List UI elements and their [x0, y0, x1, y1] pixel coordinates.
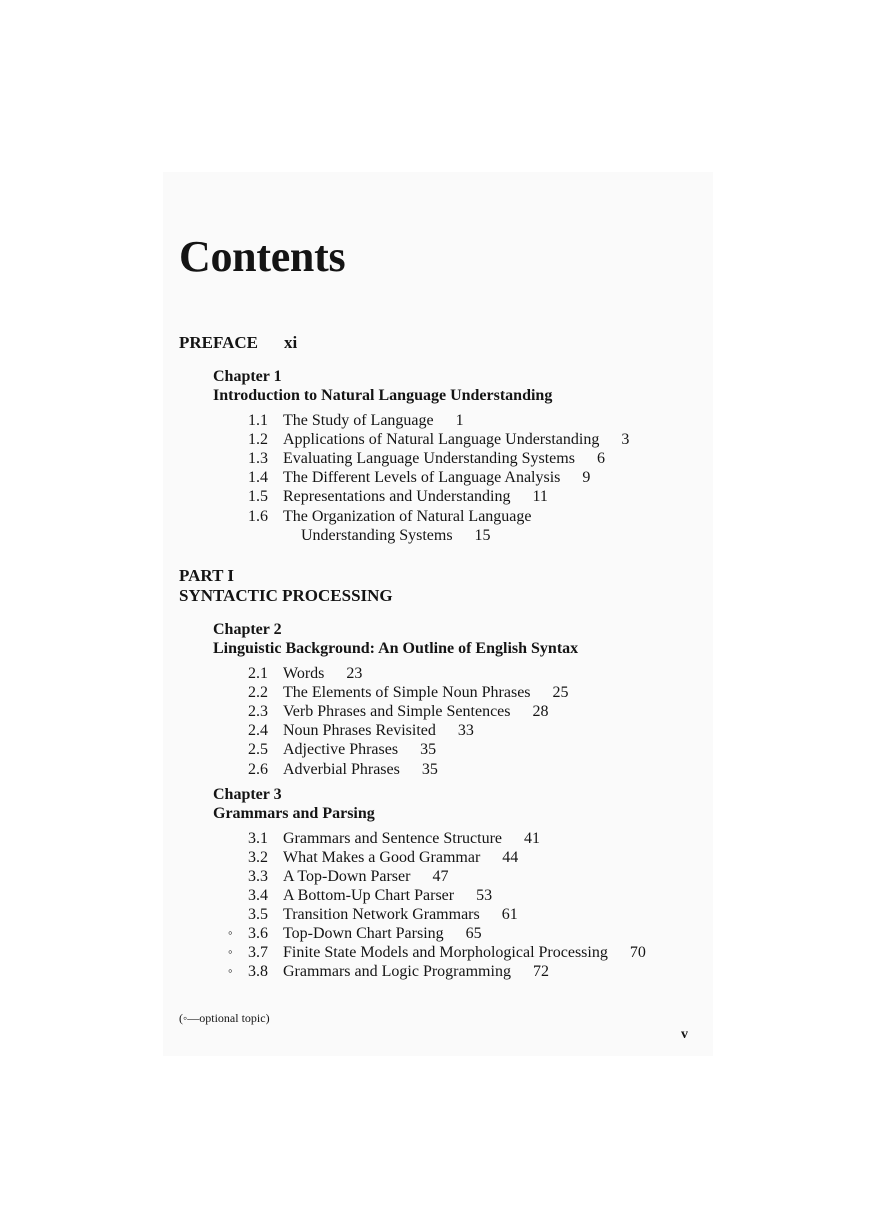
section-title-continued: Understanding Systems	[301, 527, 453, 544]
chapter-3-label: Chapter 3	[213, 786, 282, 803]
optional-topic-icon: ◦	[228, 944, 233, 959]
section-number: 1.6	[248, 508, 268, 525]
toc-entry-1-6-continuation[interactable]	[301, 526, 491, 545]
section-title: Grammars and Sentence Structure	[283, 830, 503, 847]
section-page: 11	[532, 488, 548, 505]
section-title: The Elements of Simple Noun Phrases	[283, 684, 531, 701]
section-page: 47	[432, 868, 449, 885]
section-title: A Bottom-Up Chart Parser	[283, 887, 455, 904]
section-title: Adjective Phrases	[283, 741, 399, 758]
section-title: The Study of Language	[283, 412, 434, 429]
section-page: 35	[421, 761, 438, 778]
section-number: 1.1	[248, 412, 268, 429]
section-number: 2.6	[248, 761, 268, 778]
section-number: 2.1	[248, 665, 268, 682]
section-title: Representations and Understanding	[283, 488, 511, 505]
section-number: 2.5	[248, 741, 268, 758]
section-title: Transition Network Grammars	[283, 906, 480, 923]
optional-topic-footnote: (◦—optional topic)	[179, 1011, 270, 1025]
section-title: The Different Levels of Language Analysis	[283, 469, 561, 486]
section-number: 1.5	[248, 488, 268, 505]
section-title: Grammars and Logic Programming	[283, 963, 511, 980]
section-number: 2.2	[248, 684, 268, 701]
chapter-3-title[interactable]: Grammars and Parsing	[213, 805, 375, 822]
section-number: 3.4	[248, 887, 268, 904]
section-page: 72	[532, 963, 549, 980]
section-page: 3	[621, 431, 630, 448]
section-number: 2.3	[248, 703, 268, 720]
section-page: 1	[455, 412, 464, 429]
section-page: 53	[476, 887, 493, 904]
section-title: A Top-Down Parser	[283, 868, 411, 885]
section-title: Applications of Natural Language Understanding	[283, 431, 600, 448]
chapter-2-title[interactable]: Linguistic Background: An Outline of English Syntax	[213, 640, 579, 657]
preface-page: xi	[284, 333, 298, 352]
section-number: 3.1	[248, 830, 268, 847]
section-title: The Organization of Natural Language	[283, 508, 532, 525]
chapter-2-label: Chapter 2	[213, 621, 282, 638]
optional-topic-icon: ◦	[228, 925, 233, 940]
preface-label: PREFACE	[179, 333, 259, 352]
section-number: 3.5	[248, 906, 268, 923]
section-page: 23	[346, 665, 363, 682]
section-page: 41	[524, 830, 541, 847]
section-number: 3.6	[248, 925, 268, 942]
section-number: 1.3	[248, 450, 268, 467]
section-title: Evaluating Language Understanding Systems	[283, 450, 575, 467]
section-page: 33	[457, 722, 474, 739]
section-title: Noun Phrases Revisited	[283, 722, 436, 739]
section-page: 44	[502, 849, 519, 866]
part-1-label: PART I	[179, 566, 234, 585]
section-page: 35	[420, 741, 437, 758]
section-number: 3.3	[248, 868, 268, 885]
section-title: Top-Down Chart Parsing	[283, 925, 444, 942]
contents-heading: Contents	[179, 232, 346, 281]
section-title: Finite State Models and Morphological Processing	[283, 944, 608, 961]
chapter-1-title[interactable]: Introduction to Natural Language Understanding	[213, 387, 553, 404]
section-number: 3.2	[248, 849, 268, 866]
section-number: 3.8	[248, 963, 268, 980]
page-number: v	[681, 1027, 688, 1042]
section-page: 9	[582, 469, 591, 486]
section-page: 25	[552, 684, 569, 701]
section-page: 70	[629, 944, 646, 961]
optional-topic-icon: ◦	[228, 963, 233, 978]
section-number: 1.4	[248, 469, 268, 486]
section-title: What Makes a Good Grammar	[283, 849, 481, 866]
section-title: Verb Phrases and Simple Sentences	[283, 703, 511, 720]
section-page: 61	[501, 906, 518, 923]
section-page: 15	[474, 527, 491, 544]
section-title: Adverbial Phrases	[283, 761, 400, 778]
section-number: 2.4	[248, 722, 268, 739]
section-page: 28	[532, 703, 549, 720]
section-title: Words	[283, 665, 325, 682]
chapter-1-label: Chapter 1	[213, 368, 282, 385]
section-page: 6	[596, 450, 605, 467]
section-number: 1.2	[248, 431, 268, 448]
section-page: 65	[465, 925, 482, 942]
section-number: 3.7	[248, 944, 268, 961]
preface-entry[interactable]	[179, 332, 297, 354]
part-1-title[interactable]: SYNTACTIC PROCESSING	[179, 586, 393, 605]
